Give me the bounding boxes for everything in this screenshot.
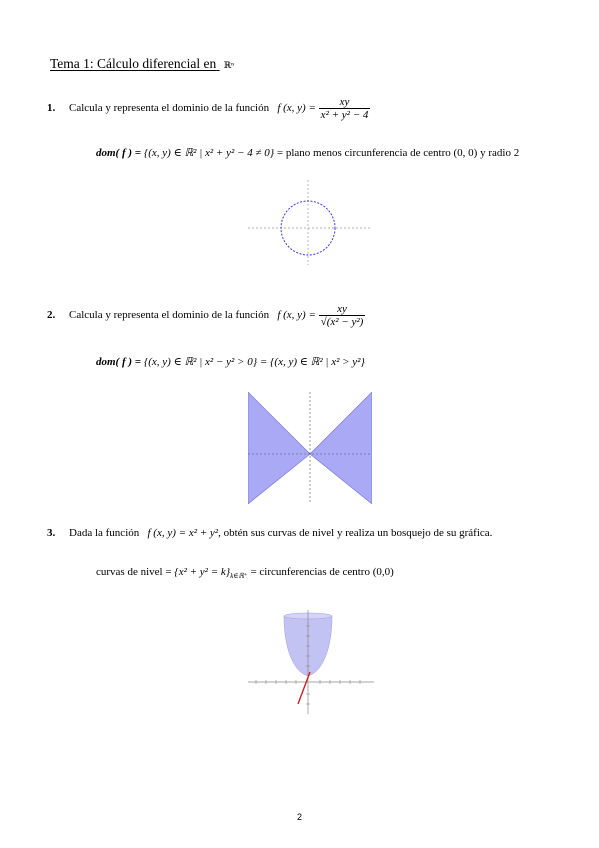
exercise-1-statement: [47, 96, 370, 121]
title-rn: ℝⁿ: [223, 60, 234, 70]
page-number: 2: [296, 812, 302, 822]
domain-lhs: dom( f ) =: [96, 147, 142, 159]
figure-region-domain: [248, 392, 372, 504]
function-expression: f (x, y) = x² + y²: [147, 527, 219, 539]
exercise-2-domain: [96, 355, 365, 368]
figure-paraboloid: [248, 610, 374, 720]
level-curves-subscript: k∈ℝ⁺: [230, 572, 248, 581]
exercise-number: 1.: [47, 102, 56, 115]
level-curves-lhs: curvas de nivel =: [96, 566, 172, 578]
level-curves-description: = circunferencias de centro (0,0): [250, 566, 394, 578]
region-right: [310, 392, 372, 504]
figure-circle-domain: [248, 180, 370, 265]
exercise-2-statement: [47, 303, 365, 328]
domain-description: = plano menos circunferencia de centro (0, 0) y radio 2: [276, 147, 520, 159]
exercise-3-statement: [47, 527, 492, 539]
domain-set: {(x, y) ∈ ℝ² | x² + y² − 4 ≠ 0}: [143, 147, 275, 159]
domain-lhs: dom( f ) =: [96, 356, 142, 368]
exercise-number: 3.: [47, 527, 56, 539]
fraction-numerator: xy: [337, 303, 347, 315]
fraction-denominator: √(x² − y²): [320, 316, 364, 328]
exercise-prompt-continued: , obtén sus curvas de nivel y realiza un bosquejo de su gráfica.: [218, 527, 493, 539]
function-fraction: [319, 96, 371, 121]
level-curves-set: {x² + y² = k}: [174, 566, 231, 578]
region-left: [248, 392, 310, 504]
title-text: Tema 1: Cálculo diferencial en: [50, 56, 217, 71]
exercise-number: 2.: [47, 309, 56, 322]
exercise-prompt: Calcula y representa el dominio de la función: [69, 102, 270, 115]
exercise-prompt: Calcula y representa el dominio de la función: [69, 309, 270, 322]
page-title: [50, 56, 234, 72]
exercise-3-level-curves: [96, 566, 394, 580]
exercise-prompt: Dada la función: [69, 527, 140, 539]
function-fraction: [319, 303, 366, 328]
function-lhs: f (x, y) =: [277, 102, 316, 115]
fraction-numerator: xy: [339, 96, 350, 108]
function-lhs: f (x, y) =: [277, 309, 316, 322]
exercise-1-domain: [96, 146, 519, 159]
fraction-denominator: x² + y² − 4: [320, 109, 369, 121]
domain-set: {(x, y) ∈ ℝ² | x² − y² > 0} = {(x, y) ∈ ℝ² | x² > y²}: [143, 356, 365, 368]
